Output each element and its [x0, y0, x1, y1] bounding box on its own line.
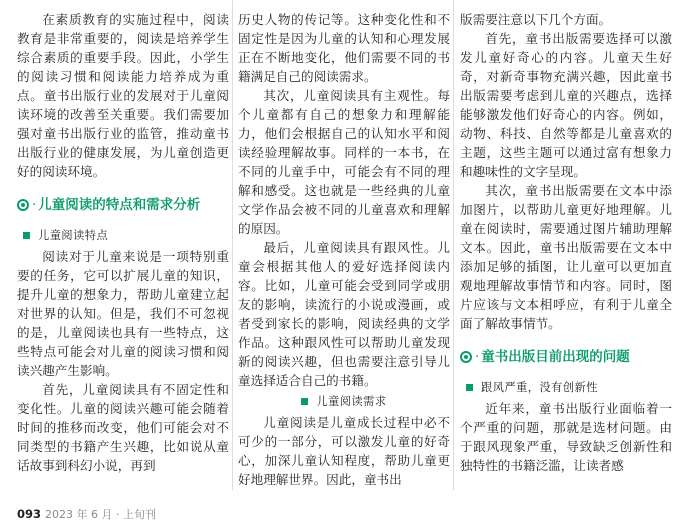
- column-divider: [453, 0, 454, 490]
- paragraph-problem: 近年来，童书出版行业面临着一个严重的问题，那就是选材问题。由于跟风现象严重，导致缺乏创新性和独特性的书籍泛滥，让读者感: [460, 401, 672, 473]
- square-bullet-icon: [301, 398, 308, 405]
- section-marker-icon: [460, 351, 472, 363]
- page-number: 093: [17, 507, 42, 521]
- paragraph-intro: 在素质教育的实施过程中，阅读教育是非常重要的，阅读是培养学生综合素质的重要手段。因此，小学生的阅读习惯和阅读能力培养成为重点。童书出版行业的发展对于儿童阅读环境的改善至关重要。我们需要加强对童书出版行业的监管，推动童书出版行业的健康发展，为儿童创造更好的阅读环境。: [17, 12, 229, 179]
- square-bullet-icon: [466, 384, 473, 391]
- column-3: [460, 10, 672, 475]
- issue-label: 2023 年 6 月 · 上旬刊: [45, 508, 156, 521]
- section-heading-reading-traits: · 儿童阅读的特点和需求分析: [17, 194, 229, 216]
- sub-heading-text: 跟风严重，没有创新性: [481, 381, 598, 394]
- page-footer: [17, 506, 156, 522]
- column-2: [238, 10, 450, 489]
- paragraph-second-trait: 其次，儿童阅读具有主观性。每个儿童都有自己的想象力和理解能力，他们会根据自己的认知水平和阅读经验理解故事。同样的一本书，在不同的儿童手中，可能会有不同的理解和感受。这也就是一些经典的儿童文学作品会被不同的儿童喜欢和理解的原因。: [238, 88, 450, 236]
- column-1: [17, 10, 229, 475]
- sub-heading-needs: [238, 392, 450, 411]
- section-heading-text: 童书出版目前出现的问题: [481, 349, 630, 365]
- paragraph-second-need: 其次，童书出版需要在文本中添加图片，以帮助儿童更好地理解。儿童在阅读时，需要通过图片辅助理解文本。因此，童书出版需要在文本中添加足够的插图，让儿童可以更加直观地理解故事情节和内容。同时，图片应该与文本相呼应，有利于儿童全面了解故事情节。: [460, 183, 672, 331]
- section-heading-problems: · 童书出版目前出现的问题: [460, 346, 672, 368]
- square-bullet-icon: [23, 232, 30, 239]
- paragraph-continued: 历史人物的传记等。这种变化性和不固定性是因为儿童的认知和心理发展正在不断地变化，他们需要不同的书籍满足自己的阅读需求。: [238, 12, 450, 84]
- paragraph-continued: 版需要注意以下几个方面。: [460, 12, 612, 27]
- sub-heading-trend-following: [466, 378, 672, 397]
- section-marker-icon: [17, 199, 29, 211]
- paragraph-first-need: 首先，童书出版需要选择可以激发儿童好奇心的内容。儿童天生好奇，对新奇事物充满兴趣，因此童书出版需要考虑到儿童的兴趣点，选择能够激发他们好奇心的内容。例如，动物、科技、自然等都是儿童喜欢的主题，这些主题可以通过富有想象力和趣味性的文字呈现。: [460, 31, 672, 179]
- sub-heading-text: 儿童阅读特点: [38, 229, 109, 242]
- paragraph-last-trait: 最后，儿童阅读具有跟风性。儿童会根据其他人的爱好选择阅读内容。比如，儿童可能会受到同学或朋友的影响，读流行的小说或漫画，或者受到家长的影响，阅读经典的文学作品。这种跟风性可以帮助儿童发现新的阅读兴趣，但也需要注意引导儿童选择适合自己的书籍。: [238, 240, 450, 388]
- sub-heading-text: 儿童阅读需求: [316, 395, 387, 408]
- paragraph-traits: 阅读对于儿童来说是一项特别重要的任务，它可以扩展儿童的知识，提升儿童的想象力，帮助儿童建立起对世界的认知。但是，我们不可忽视的是，儿童阅读也具有一些特点，这些特点可能会对儿童的阅读习惯和阅读兴趣产生影响。: [17, 249, 229, 378]
- section-heading-text: 儿童阅读的特点和需求分析: [38, 197, 201, 213]
- sub-heading-traits: [23, 226, 229, 245]
- paragraph-needs: 儿童阅读是儿童成长过程中必不可少的一部分，可以激发儿童的好奇心，加深儿童认知程度，帮助儿童更好地理解世界。因此，童书出: [238, 415, 450, 487]
- column-divider: [232, 0, 233, 490]
- paragraph-first-trait: 首先，儿童阅读具有不固定性和变化性。儿童的阅读兴趣可能会随着时间的推移而改变，他们可能会对不同类型的书籍产生兴趣，比如说从童话故事到科幻小说，再到: [17, 382, 229, 473]
